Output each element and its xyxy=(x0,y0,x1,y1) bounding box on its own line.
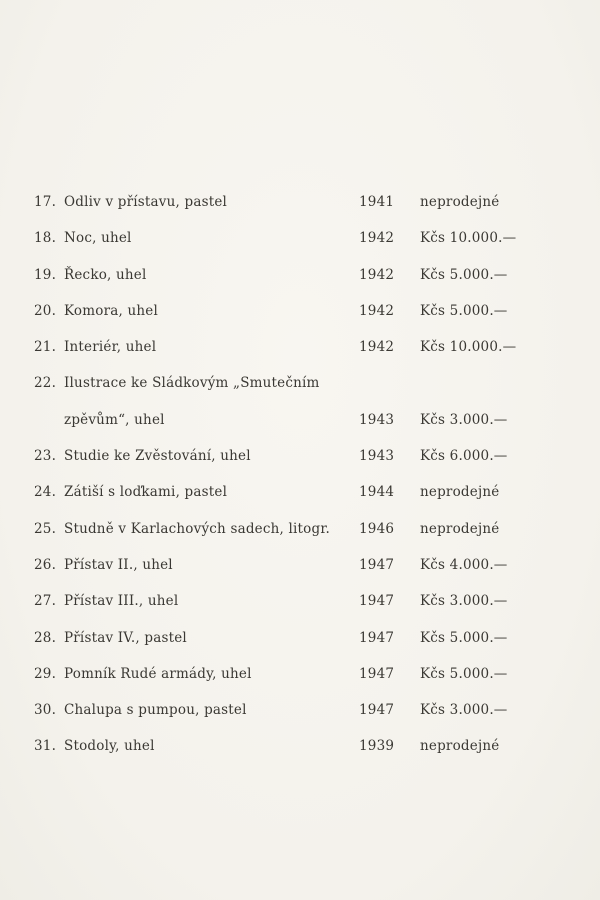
entry-title: Studie ke Zvěstování, uhel xyxy=(64,448,251,465)
entry-price: neprodejné xyxy=(420,738,500,755)
entry-price: Kčs 5.000.— xyxy=(420,665,508,682)
list-item xyxy=(34,517,574,553)
entry-number: 29. xyxy=(34,665,57,682)
entry-title: Řecko, uhel xyxy=(64,266,147,283)
entry-number: 17. xyxy=(34,194,57,210)
entry-year: 1944 xyxy=(359,484,395,501)
entry-price: Kčs 10.000.— xyxy=(420,230,517,247)
list-item xyxy=(34,263,574,299)
entry-number: 24. xyxy=(34,484,57,501)
entry-price: Kčs 5.000.— xyxy=(420,266,508,283)
list-item xyxy=(34,335,574,371)
entry-year: 1941 xyxy=(359,194,395,210)
entry-title: Pomník Rudé armády, uhel xyxy=(64,665,252,682)
entry-price: neprodejné xyxy=(420,484,500,501)
entry-number: 28. xyxy=(34,629,57,646)
entry-title: Ilustrace ke Sládkovým „Smutečním xyxy=(64,375,320,392)
entry-title: Komora, uhel xyxy=(64,302,158,319)
entry-number: 30. xyxy=(34,702,57,719)
list-item xyxy=(34,371,574,407)
list-item xyxy=(34,444,574,480)
entry-year: 1947 xyxy=(359,593,395,610)
entry-year: 1942 xyxy=(359,302,395,319)
list-item xyxy=(34,226,574,262)
entry-year: 1942 xyxy=(359,339,395,356)
entry-number: 25. xyxy=(34,520,57,537)
entry-title: Noc, uhel xyxy=(64,230,132,247)
entry-title: Odliv v přístavu, pastel xyxy=(64,194,228,210)
list-item xyxy=(34,662,574,698)
entry-price: Kčs 6.000.— xyxy=(420,448,508,465)
entry-title: Interiér, uhel xyxy=(64,339,157,356)
entry-number: 27. xyxy=(34,593,57,610)
entry-number: 31. xyxy=(34,738,57,755)
entry-price: neprodejné xyxy=(420,194,500,210)
entry-number: 22. xyxy=(34,375,57,392)
list-item xyxy=(34,734,574,770)
entry-number: 18. xyxy=(34,230,57,247)
entry-year: 1947 xyxy=(359,556,395,573)
list-item xyxy=(34,299,574,335)
list-item xyxy=(34,190,574,226)
list-item xyxy=(34,480,574,516)
entry-price: neprodejné xyxy=(420,520,500,537)
entry-year: 1947 xyxy=(359,629,395,646)
list-item xyxy=(34,553,574,589)
entry-price: Kčs 5.000.— xyxy=(420,302,508,319)
entry-title: Přístav II., uhel xyxy=(64,556,173,573)
entry-price: Kčs 3.000.— xyxy=(420,411,508,428)
list-item xyxy=(34,698,574,734)
entry-title: Přístav III., uhel xyxy=(64,593,179,610)
entry-title: Chalupa s pumpou, pastel xyxy=(64,702,247,719)
list-item xyxy=(34,589,574,625)
entry-price: Kčs 4.000.— xyxy=(420,556,508,573)
entry-price: Kčs 10.000.— xyxy=(420,339,517,356)
entry-year: 1942 xyxy=(359,266,395,283)
entry-price: Kčs 3.000.— xyxy=(420,593,508,610)
entry-year: 1942 xyxy=(359,230,395,247)
entry-number: 21. xyxy=(34,339,57,356)
list-item xyxy=(34,626,574,662)
entry-price: Kčs 5.000.— xyxy=(420,629,508,646)
entry-title: Zátiší s loďkami, pastel xyxy=(64,484,228,501)
entry-year: 1943 xyxy=(359,411,395,428)
list-item-continuation xyxy=(34,408,574,444)
entry-title: Přístav IV., pastel xyxy=(64,629,187,646)
entry-title: zpěvům“, uhel xyxy=(64,411,165,428)
entry-number: 23. xyxy=(34,448,57,465)
entry-year: 1947 xyxy=(359,665,395,682)
artwork-list xyxy=(34,190,574,771)
entry-year: 1943 xyxy=(359,448,395,465)
entry-number: 20. xyxy=(34,302,57,319)
entry-number: 19. xyxy=(34,266,57,283)
entry-title: Studně v Karlachových sadech, litogr. xyxy=(64,520,330,537)
entry-year: 1946 xyxy=(359,520,395,537)
entry-year: 1947 xyxy=(359,702,395,719)
entry-title: Stodoly, uhel xyxy=(64,738,155,755)
entry-price: Kčs 3.000.— xyxy=(420,702,508,719)
entry-year: 1939 xyxy=(359,738,395,755)
entry-number: 26. xyxy=(34,556,57,573)
